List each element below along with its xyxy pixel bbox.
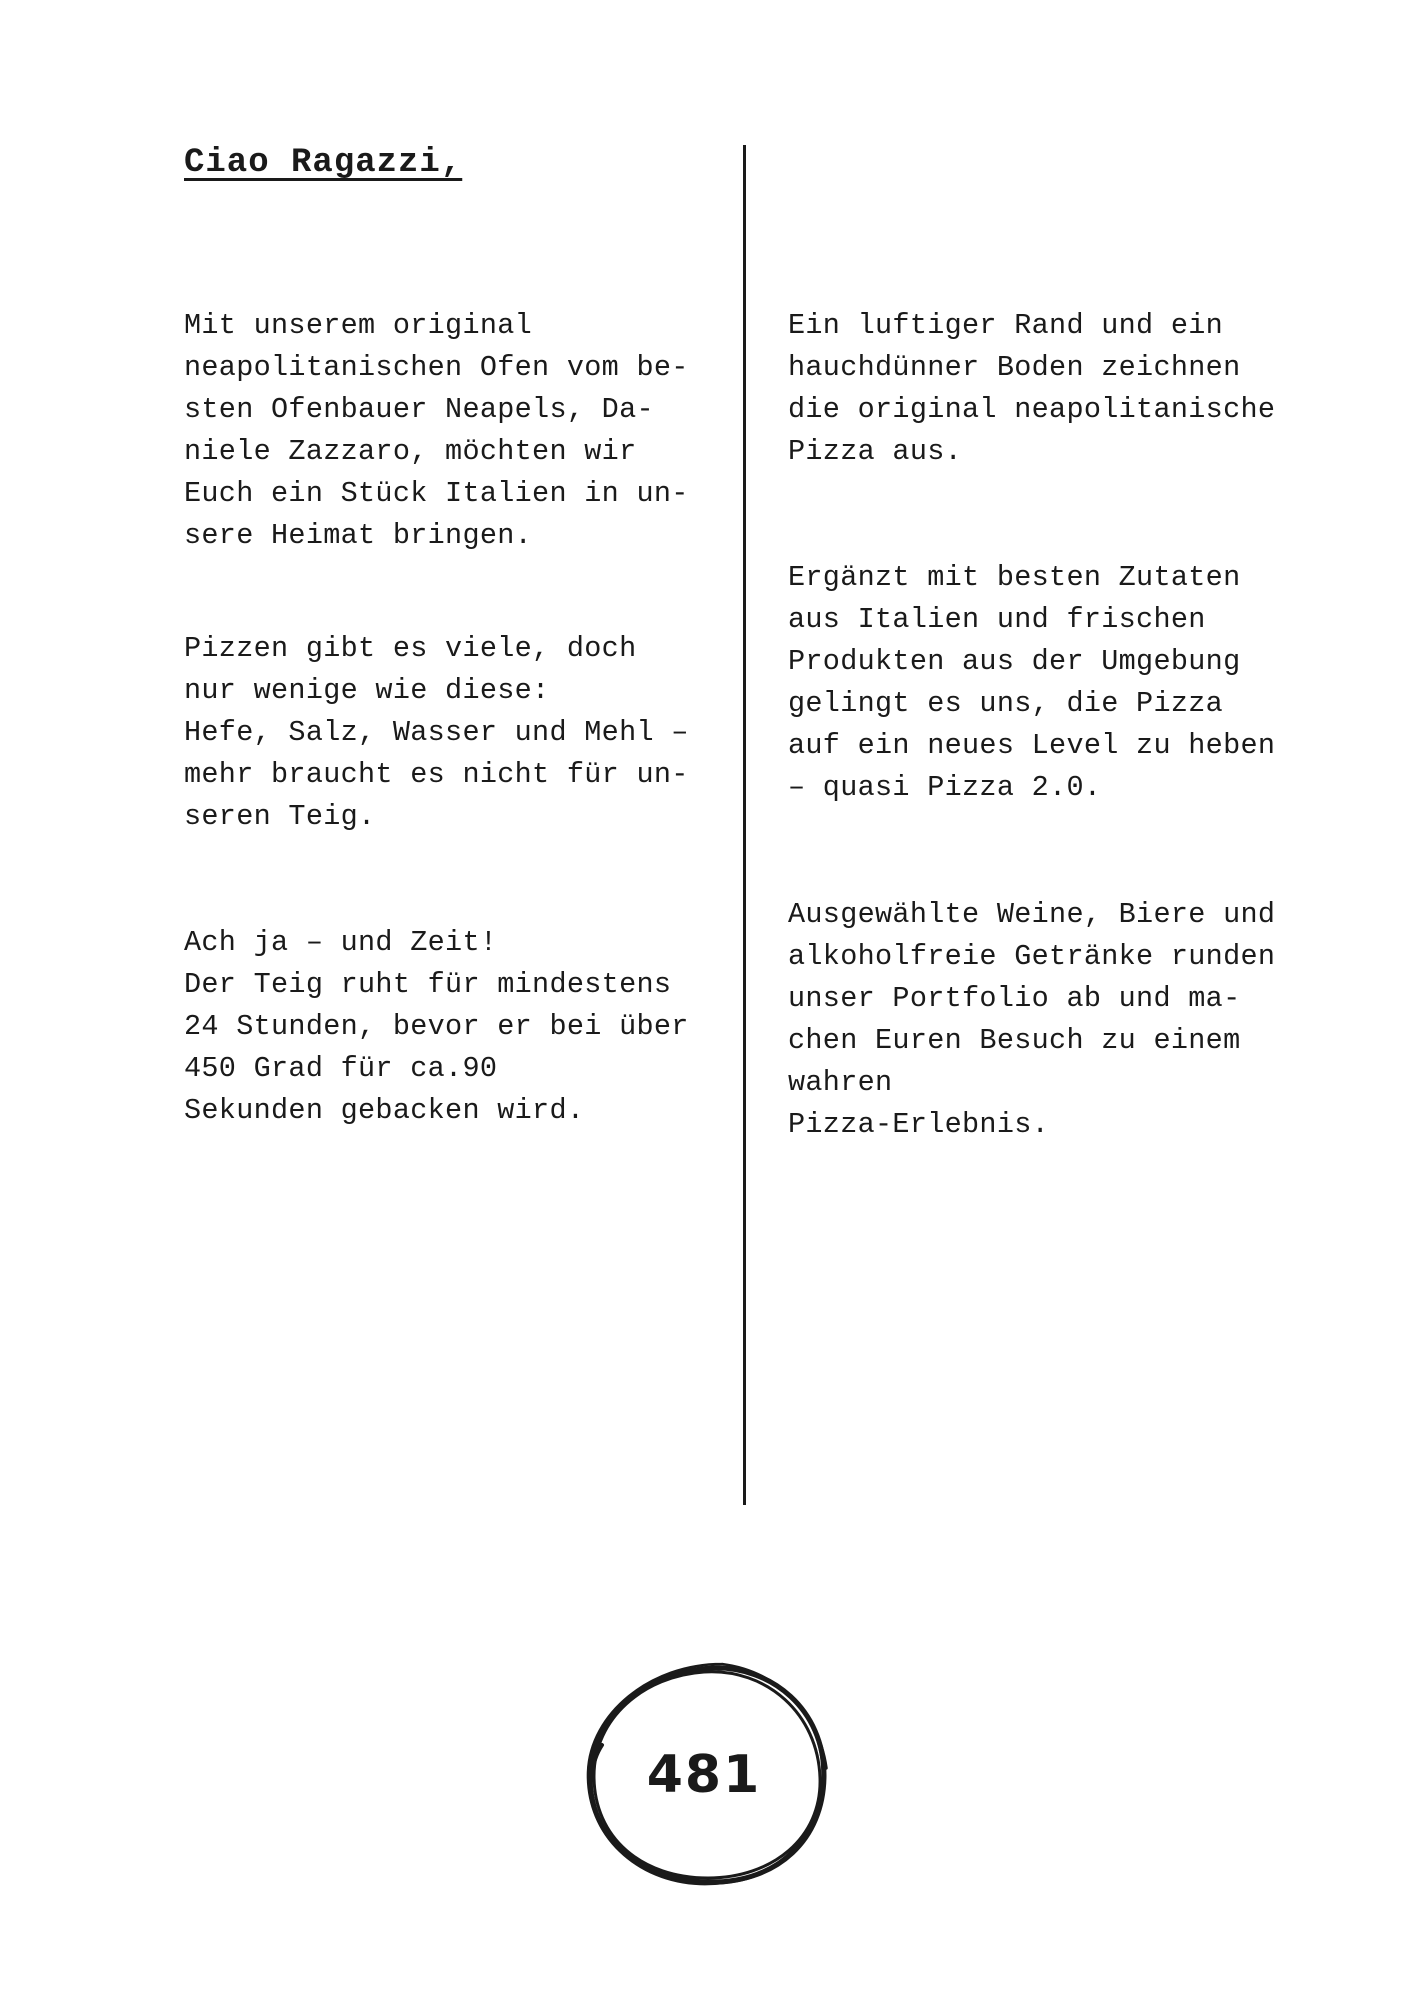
crust-paragraph: Ein luftiger Rand und ein hauchdünner Boden zeichnen die original neapolitanische Pizza aus. [788,309,1276,468]
page-heading: Ciao Ragazzi, [184,144,463,182]
logo-badge [572,1650,842,1900]
intro-paragraph: Mit unserem original neapolitanischen Ofen vom be- sten Ofenbauer Neapels, Da- niele Zazzaro, möchten wir Euch ein Stück Italien in un- sere Heimat bringen. [184,309,689,552]
column-divider [743,145,746,1505]
dough-paragraph: Pizzen gibt es viele, doch nur wenige wie diese: Hefe, Salz, Wasser und Mehl – mehr braucht es nicht für un- seren Teig. [184,632,689,833]
drinks-paragraph: Ausgewählte Weine, Biere und alkoholfreie Getränke runden unser Portfolio ab und ma- chen Euren Besuch zu einem wahren Pizza-Erlebnis. [788,898,1276,1141]
ingredients-paragraph: Ergänzt mit besten Zutaten aus Italien und frischen Produkten aus der Umgebung gelingt es uns, die Pizza auf ein neues Level zu heben – quasi Pizza 2.0. [788,561,1276,804]
time-paragraph: Ach ja – und Zeit! Der Teig ruht für mindestens 24 Stunden, bevor er bei über 450 Grad für ca.90 Sekunden gebacken wird. [184,926,689,1127]
logo-number: 481 [646,1745,762,1805]
